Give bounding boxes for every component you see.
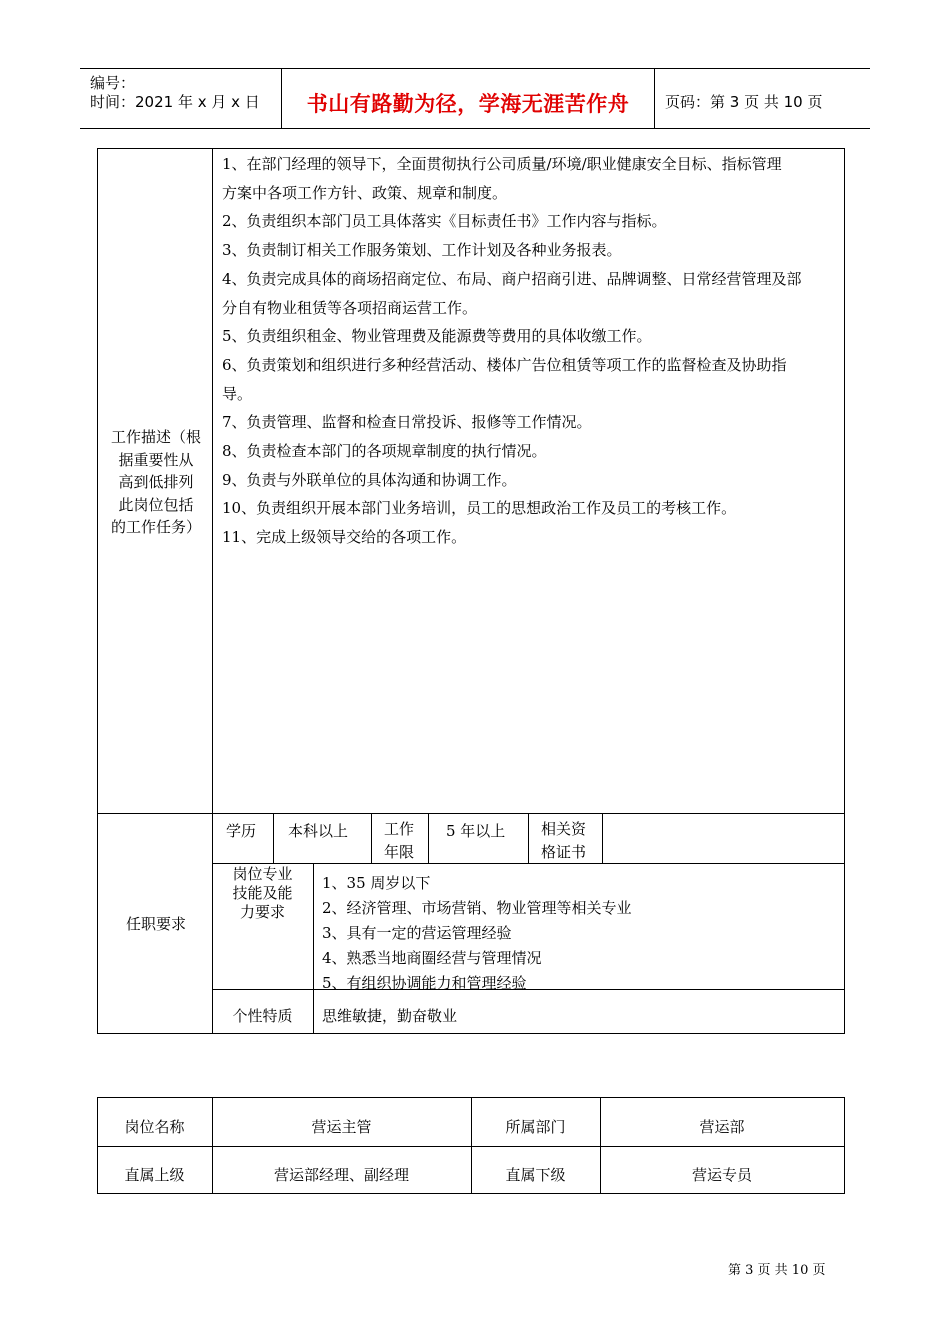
- table-border: [97, 148, 845, 149]
- certificate-label: [541, 818, 586, 864]
- work-years-label-line: 年限: [384, 843, 415, 861]
- header-page-number: 页码：第 3 页 共 10 页: [665, 93, 823, 111]
- table-cell-divider: [371, 813, 372, 864]
- skill-item: 1、35 周岁以下: [322, 874, 431, 892]
- skills-label: [212, 865, 313, 922]
- traits-value: 思维敏捷，勤奋敬业: [322, 1007, 458, 1025]
- certificate-label-line: 相关资: [541, 820, 587, 838]
- duty-line: 2、负责组织本部门员工具体落实《目标责任书》工作内容与指标。: [222, 212, 667, 231]
- traits-label: 个性特质: [232, 1007, 293, 1025]
- certificate-label-line: 格证书: [541, 843, 587, 861]
- duty-line: 方案中各项工作方针、政策、规章和制度。: [222, 183, 508, 202]
- work-description-label-line: 工作描述（根: [110, 428, 201, 446]
- superior-value: 营运部经理、副经理: [273, 1166, 409, 1184]
- duty-line: 6、负责策划和组织进行多种经营活动、楼体广告位租赁等项工作的监督检查及协助指: [222, 355, 787, 374]
- table-cell-divider: [428, 813, 429, 864]
- work-years-label: [384, 818, 414, 864]
- duty-line: 8、负责检查本部门的各项规章制度的执行情况。: [222, 442, 547, 461]
- skills-label-line: 力要求: [239, 903, 285, 921]
- department-value: 营运部: [699, 1118, 745, 1136]
- table-cell-divider: [602, 813, 603, 864]
- duty-line: 9、负责与外联单位的具体沟通和协调工作。: [222, 470, 517, 489]
- subordinate-value: 营运专员: [691, 1166, 752, 1184]
- table-cell-divider: [528, 813, 529, 864]
- skill-item: 3、具有一定的营运管理经验: [322, 924, 512, 942]
- header-divider: [654, 68, 655, 129]
- table-cell-divider: [273, 813, 274, 864]
- duty-line: 7、负责管理、监督和检查日常投诉、报修等工作情况。: [222, 413, 592, 432]
- skills-label-line: 岗位专业: [232, 865, 293, 883]
- table-row-divider: [97, 813, 845, 814]
- subordinate-label: 直属下级: [505, 1166, 566, 1184]
- position-name-value: 营运主管: [311, 1118, 372, 1136]
- work-description-label-line: 高到低排列: [118, 473, 194, 491]
- table-border: [97, 1033, 845, 1034]
- duty-line: 导。: [222, 384, 253, 403]
- footer-page-number: 第 3 页 共 10 页: [728, 1263, 826, 1278]
- work-years-label-line: 工作: [384, 820, 415, 838]
- table-border: [844, 1097, 845, 1194]
- table-border: [97, 148, 98, 1034]
- superior-label: 直属上级: [124, 1166, 185, 1184]
- skill-item: 2、经济管理、市场营销、物业管理等相关专业: [322, 899, 632, 917]
- duty-line: 11、完成上级领导交给的各项工作。: [222, 528, 467, 547]
- table-border: [844, 148, 845, 1034]
- department-label: 所属部门: [505, 1118, 566, 1136]
- duty-line: 5、负责组织租金、物业管理费及能源费等费用的具体收缴工作。: [222, 327, 652, 346]
- duty-line: 分自有物业租赁等各项招商运营工作。: [222, 298, 478, 317]
- table-cell-divider: [313, 863, 314, 1034]
- skill-item: 4、熟悉当地商圈经营与管理情况: [322, 949, 542, 967]
- education-label: 学历: [226, 822, 257, 840]
- work-description-label-line: 据重要性从: [118, 450, 194, 469]
- duty-line: 10、负责组织开展本部门业务培训，员工的思想政治工作及员工的考核工作。: [222, 499, 737, 518]
- duty-line: 3、负责制订相关工作服务策划、工作计划及各种业务报表。: [222, 241, 622, 260]
- position-name-label: 岗位名称: [124, 1118, 185, 1136]
- skill-item: 5、有组织协调能力和管理经验: [322, 974, 527, 992]
- requirements-label: 任职要求: [125, 915, 186, 933]
- duty-line: 4、负责完成具体的商场招商定位、布局、商户招商引进、品牌调整、日常经营管理及部: [222, 269, 802, 288]
- document-code-label: 编号：: [90, 74, 136, 92]
- skills-list: [322, 871, 632, 996]
- document-date-label: 时间：2021 年 x 月 x 日: [90, 93, 260, 111]
- header-motto: 书山有路勤为径，学海无涯苦作舟: [306, 92, 630, 116]
- work-years-value: 5 年以上: [446, 822, 506, 840]
- header-bottom-rule: [80, 128, 870, 129]
- duty-line: 1、在部门经理的领导下，全面贯彻执行公司质量/环境/职业健康安全目标、指标管理: [222, 155, 782, 173]
- work-description-label: [101, 426, 211, 539]
- work-description-label-line: 的工作任务）: [110, 518, 201, 536]
- work-description-label-line: 此岗位包括: [118, 495, 194, 514]
- education-value: 本科以上: [288, 822, 349, 840]
- header-top-rule: [80, 68, 870, 69]
- skills-label-line: 技能及能: [232, 884, 293, 902]
- duties-list: [222, 150, 842, 552]
